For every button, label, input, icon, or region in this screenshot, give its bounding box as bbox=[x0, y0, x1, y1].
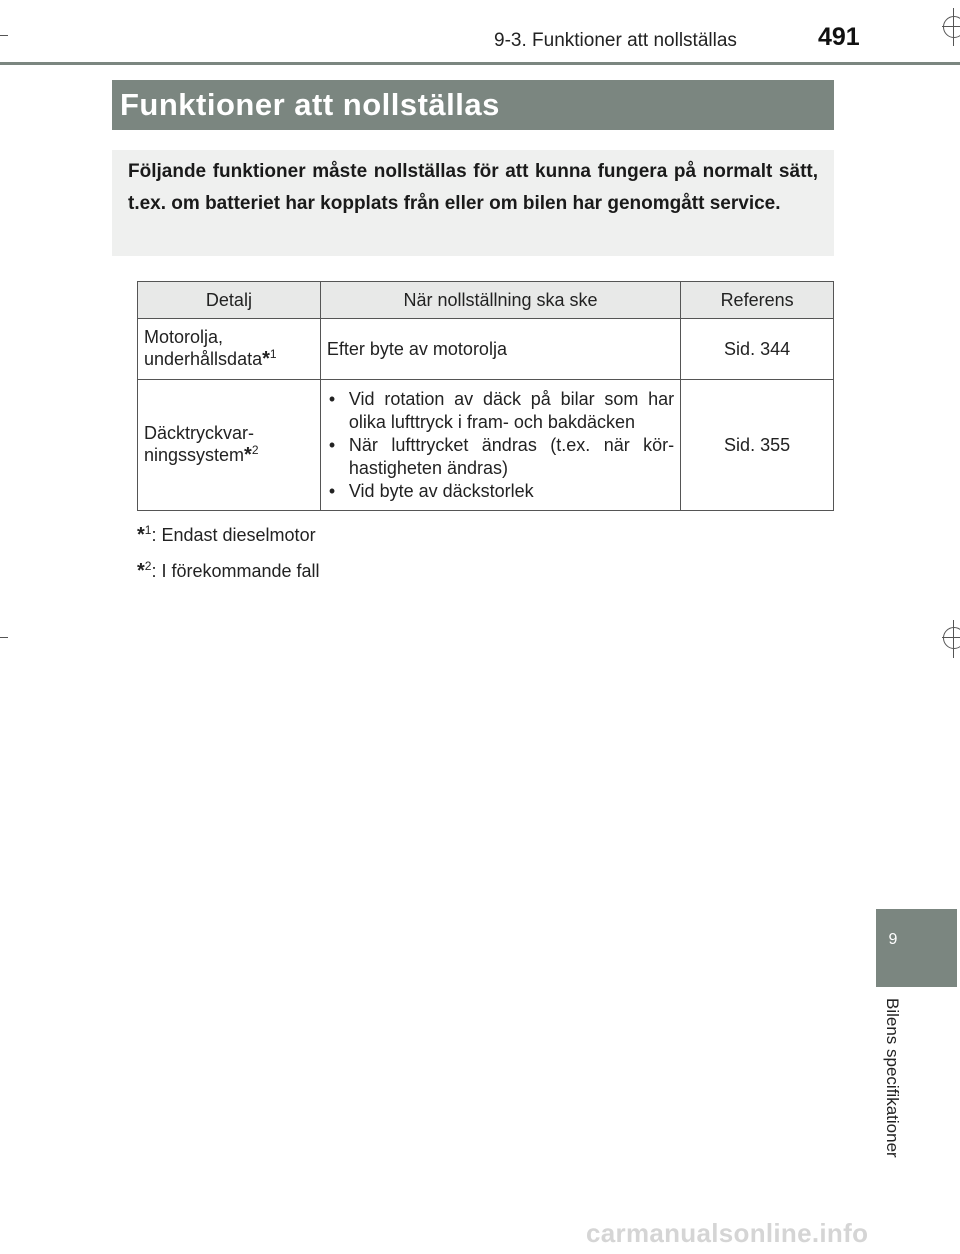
watermark: carmanualsonline.info bbox=[586, 1218, 869, 1248]
table-row bbox=[138, 380, 834, 511]
reset-functions-table bbox=[137, 281, 834, 511]
footnote-star: * bbox=[244, 444, 252, 466]
footnote bbox=[137, 524, 316, 547]
bullet-icon: • bbox=[328, 480, 336, 501]
registration-mark-icon bbox=[943, 16, 960, 38]
chapter-tab bbox=[876, 909, 957, 987]
list-item-text: När lufttrycket ändras (t.ex. när kör-hastigheten ändras) bbox=[348, 434, 675, 478]
intro-box bbox=[112, 150, 834, 256]
when-cell: Efter byte av motorolja bbox=[320, 319, 680, 380]
column-header-detail: Detalj bbox=[138, 282, 321, 319]
chapter-label bbox=[875, 998, 909, 1188]
footnote-number: 2 bbox=[144, 559, 152, 573]
reference-cell: Sid. 344 bbox=[681, 319, 834, 380]
footnote-ref: 2 bbox=[251, 443, 259, 457]
list-item bbox=[327, 480, 674, 503]
table-header-row bbox=[138, 282, 834, 319]
intro-text: Följande funktioner måste nollställas för att kunna fungera på normalt sätt, t.ex. om batteriet har kopplats från eller om bilen har genomgått service. bbox=[128, 161, 818, 214]
list-item-text: Vid byte av däckstorlek bbox=[348, 480, 534, 501]
detail-line: ningssystem bbox=[144, 445, 245, 465]
detail-line: Motorolja, bbox=[144, 327, 224, 347]
detail-line: Däcktryckvar- bbox=[144, 423, 255, 443]
detail-cell bbox=[138, 380, 321, 511]
chapter-number: 9 bbox=[888, 931, 898, 948]
list-item-text: Vid rotation av däck på bilar som har olika lufttryck i fram- och bakdäcken bbox=[348, 388, 675, 432]
registration-mark-icon bbox=[943, 627, 960, 649]
footnote-star: * bbox=[137, 524, 145, 546]
section-title: Funktioner att nollställas bbox=[120, 87, 500, 122]
column-header-reference: Referens bbox=[681, 282, 834, 319]
footnote-star: * bbox=[262, 348, 270, 370]
detail-cell bbox=[138, 319, 321, 380]
footnote bbox=[137, 560, 320, 583]
page-number: 491 bbox=[818, 23, 860, 51]
crop-mark bbox=[0, 35, 8, 36]
running-head: 9-3. Funktioner att nollställas bbox=[494, 30, 737, 51]
column-header-when: När nollställning ska ske bbox=[320, 282, 680, 319]
reference-cell: Sid. 355 bbox=[681, 380, 834, 511]
crop-mark bbox=[0, 637, 8, 638]
bullet-icon: • bbox=[328, 434, 336, 455]
footnote-ref: 1 bbox=[269, 347, 277, 361]
table-row bbox=[138, 319, 834, 380]
header-rule bbox=[0, 62, 960, 65]
footnote-text: : I förekommande fall bbox=[151, 561, 320, 581]
chapter-label-text: Bilens specifikationer bbox=[883, 998, 902, 1158]
section-title-bar bbox=[112, 80, 834, 130]
list-item bbox=[327, 434, 674, 480]
footnote-text: : Endast dieselmotor bbox=[151, 525, 316, 545]
footnote-star: * bbox=[137, 560, 145, 582]
bullet-icon: • bbox=[328, 388, 336, 409]
list-item bbox=[327, 388, 674, 434]
footnote-number: 1 bbox=[144, 523, 152, 537]
detail-line: underhållsdata bbox=[144, 349, 263, 369]
when-list bbox=[327, 388, 674, 503]
when-cell bbox=[320, 380, 680, 511]
